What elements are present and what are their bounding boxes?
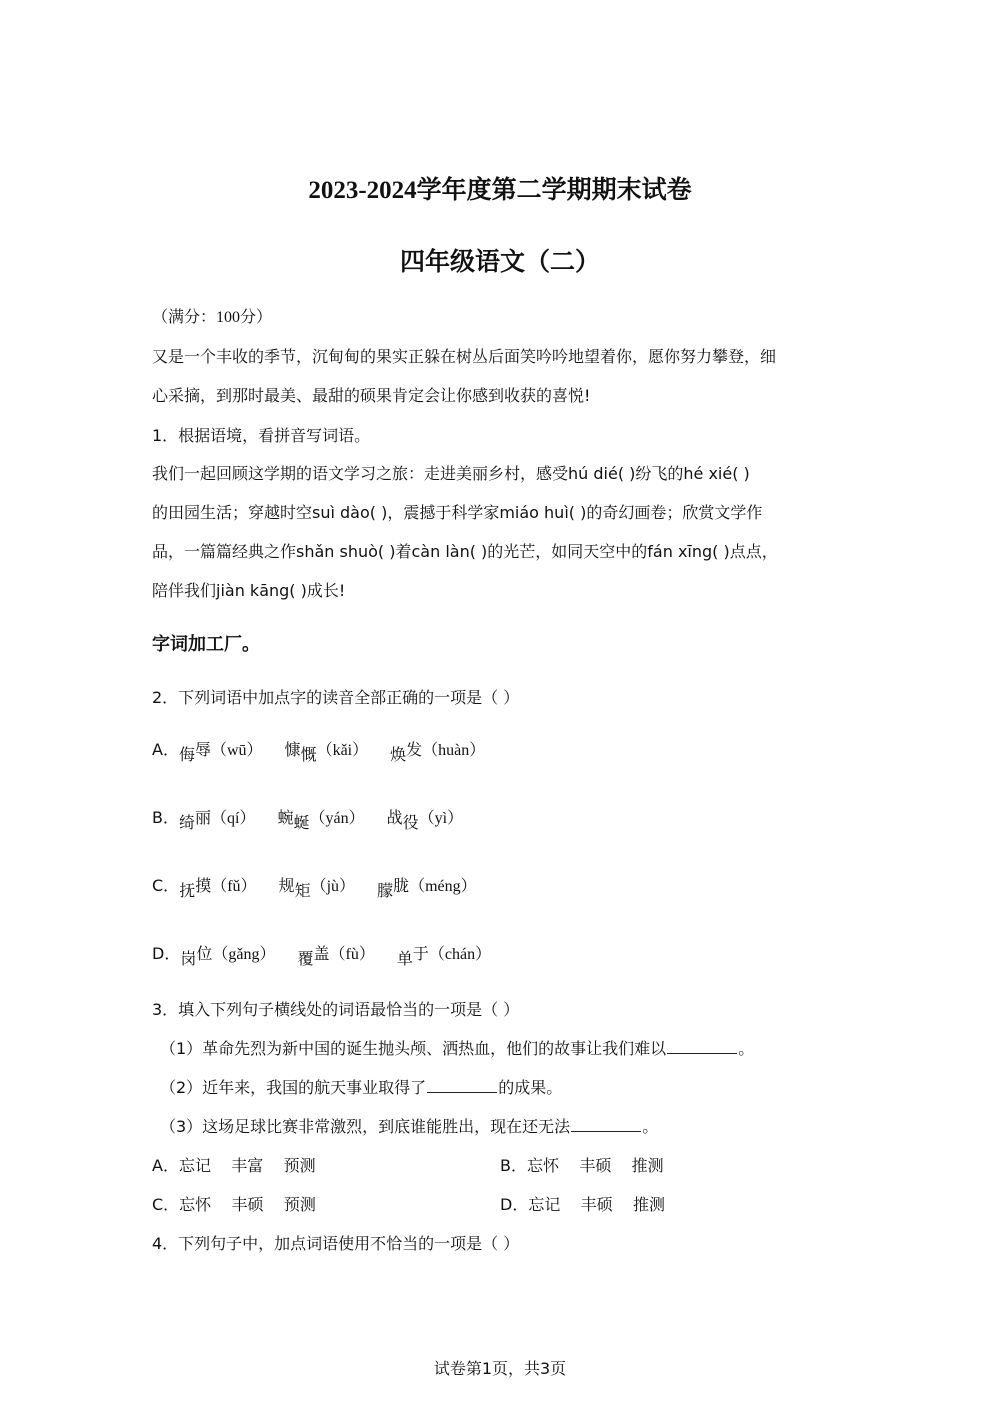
word-char: 战 <box>386 808 403 827</box>
dotted-char: 慨 <box>300 745 317 764</box>
pinyin: （chán） <box>428 946 492 963</box>
question-2-option-d <box>152 941 492 968</box>
pinyin: （yán） <box>309 810 365 827</box>
word-char: 蜿 <box>277 808 294 827</box>
pinyin: （qí） <box>211 810 256 827</box>
dotted-char: 抚 <box>179 881 196 900</box>
fill-blank[interactable] <box>427 1091 497 1093</box>
question-3-sentence-2 <box>160 1075 562 1098</box>
word-char: 发 <box>406 740 423 759</box>
dotted-char: 矩 <box>294 881 311 900</box>
pinyin: （fǔ） <box>211 878 257 895</box>
dotted-char: 岗 <box>180 949 197 968</box>
section-heading: 字词加工厂。 <box>152 634 260 655</box>
sentence-end: 。 <box>738 1039 755 1058</box>
dotted-char: 单 <box>396 949 413 968</box>
exam-title: 2023-2024学年度第二学期期末试卷 <box>308 177 692 204</box>
fill-blank[interactable] <box>667 1052 737 1054</box>
pinyin: （méng） <box>409 878 477 895</box>
question-1-stem: 1．根据语境，看拼音写词语。 <box>152 426 371 445</box>
word-char: 摸 <box>195 876 212 895</box>
question-3-option-c: C．忘怀 丰硕 预测 <box>152 1195 316 1214</box>
word-char: 于 <box>412 944 429 963</box>
word-char: 辱 <box>194 740 211 759</box>
question-1-line-4: 陪伴我们jiàn kāng( )成长! <box>152 581 346 600</box>
intro-line-1: 又是一个丰收的季节，沉甸甸的果实正躲在树丛后面笑吟吟地望着你，愿你努力攀登，细 <box>152 347 777 366</box>
option-label: C． <box>152 876 180 895</box>
question-3-sentence-3 <box>160 1114 658 1137</box>
word-char: 慷 <box>284 740 301 759</box>
pinyin: （fù） <box>329 946 375 963</box>
sentence-text: （1）革命先烈为新中国的诞生抛头颅、洒热血，他们的故事让我们难以 <box>160 1039 667 1058</box>
question-3-option-b: B．忘怀 丰硕 推测 <box>500 1156 664 1175</box>
question-1-line-3: 品，一篇篇经典之作shǎn shuò( )着càn làn( )的光芒，如同天空中的fán xīng( )点点， <box>152 542 778 561</box>
question-3-option-a: A．忘记 丰富 预测 <box>152 1156 316 1175</box>
pinyin: （yì） <box>418 810 464 827</box>
question-3-sentence-1 <box>160 1036 754 1059</box>
word-char: 位 <box>196 944 213 963</box>
pinyin: （gǎng） <box>212 946 276 963</box>
pinyin: （kǎi） <box>316 742 369 759</box>
pinyin: （huàn） <box>422 742 486 759</box>
option-label: A． <box>152 740 179 759</box>
exam-subtitle: 四年级语文（二） <box>399 247 600 276</box>
word-char: 丽 <box>195 808 212 827</box>
sentence-text: （3）这场足球比赛非常激烈，到底谁能胜出，现在还无法 <box>160 1117 571 1136</box>
sentence-text: （2）近年来，我国的航天事业取得了 <box>160 1078 427 1097</box>
question-3-stem: 3．填入下列句子横线处的词语最恰当的一项是（ ） <box>152 1000 520 1019</box>
intro-line-2: 心采摘，到那时最美、最甜的硕果肯定会让你感到收获的喜悦! <box>152 386 591 405</box>
question-4-stem: 4．下列句子中，加点词语使用不恰当的一项是（ ） <box>152 1234 520 1253</box>
question-2-option-c <box>152 873 477 900</box>
sentence-end: 。 <box>642 1117 659 1136</box>
option-label: D． <box>152 944 181 963</box>
dotted-char: 役 <box>402 813 419 832</box>
dotted-char: 侮 <box>178 745 195 764</box>
word-char: 规 <box>278 876 295 895</box>
word-char: 盖 <box>313 944 330 963</box>
dotted-char: 焕 <box>390 745 407 764</box>
pinyin: （jù） <box>310 878 356 895</box>
dotted-char: 覆 <box>297 949 314 968</box>
question-1-line-1: 我们一起回顾这学期的语文学习之旅：走进美丽乡村，感受hú dié( )纷飞的hé xié( ) <box>152 464 750 483</box>
sentence-end: 的成果。 <box>498 1078 563 1097</box>
question-2-option-b <box>152 805 464 832</box>
question-3-option-d: D．忘记 丰硕 推测 <box>500 1195 666 1214</box>
option-label: B． <box>152 808 179 827</box>
question-1-line-2: 的田园生活；穿越时空suì dào( )，震撼于科学家miáo huì( )的奇幻画卷；欣赏文学作 <box>152 503 763 522</box>
pinyin: （wū） <box>210 742 263 759</box>
dotted-char: 绮 <box>178 813 195 832</box>
word-char: 胧 <box>393 876 410 895</box>
score-note: （满分：100分） <box>152 309 273 326</box>
question-2-stem: 2．下列词语中加点字的读音全部正确的一项是（ ） <box>152 688 520 707</box>
dotted-char: 蜒 <box>293 813 310 832</box>
fill-blank[interactable] <box>571 1130 641 1132</box>
question-2-option-a <box>152 737 486 764</box>
dotted-char: 朦 <box>377 881 394 900</box>
page-footer: 试卷第1页，共3页 <box>433 1359 567 1378</box>
